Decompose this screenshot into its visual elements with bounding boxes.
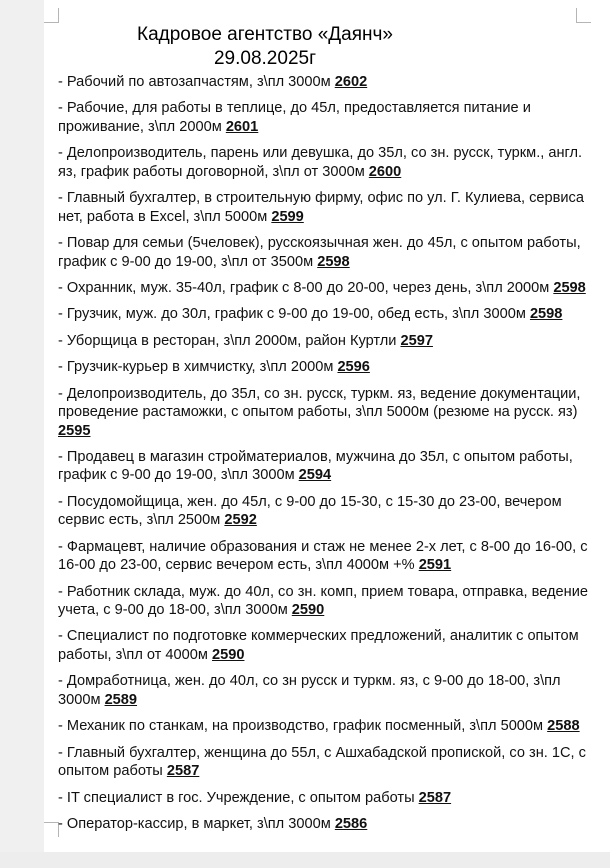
vacancy-text: - Делопроизводитель, парень или девушка, до 35л, со зн. русск, туркм., англ. яз, график работы договорной, з\пл от 3000м (58, 145, 583, 180)
vacancy-text: - Посудомойщица, жен. до 45л, с 9-00 до 15-30, с 15-30 до 23-00, вечером сервис есть, з\пл 2500м (58, 493, 562, 529)
vacancy-number: 2602 (334, 74, 368, 90)
vacancy-number: 2590 (211, 646, 245, 663)
vacancy-number: 2600 (368, 163, 402, 180)
vacancy-text: - Оператор-кассир, в маркет, з\пл 3000м (58, 815, 335, 832)
vacancy-item (58, 144, 588, 181)
vacancy-text: - Работник склада, муж. до 40л, со зн. комп, прием товара, отправка, ведение учета, с 9-00 до 18-00, з\пл 3000м (58, 583, 588, 619)
vacancy-number: 2596 (337, 359, 370, 376)
vacancy-number: 2599 (271, 208, 304, 225)
vacancy-item (58, 73, 588, 92)
vacancy-text: - Главный бухгалтер, женщина до 55л, с Ашхабадской пропиской, со зн. 1С, с опытом работы (58, 744, 586, 780)
vacancy-number: 2586 (334, 815, 368, 832)
margin-mark-bottom-left (44, 822, 59, 837)
vacancy-number: 2587 (418, 789, 452, 806)
vacancy-number: 2598 (317, 253, 350, 270)
vacancy-item (58, 358, 588, 377)
viewer-background (0, 852, 610, 868)
vacancy-item (58, 99, 588, 136)
vacancy-text: - Фармацевт, наличие образования и стаж не менее 2-х лет, с 8-00 до 16-00, с 16-00 до 23-00, сервис вечером есть, з\пл 4000м +% (58, 538, 588, 574)
vacancy-list (58, 73, 588, 841)
vacancy-item (58, 189, 588, 226)
vacancy-text: - Грузчик-курьер в химчистку, з\пл 2000м (58, 359, 338, 376)
vacancy-item (58, 627, 588, 664)
vacancy-text: - Повар для семьи (5человек), русскоязычная жен. до 45л, с опытом работы, график с 9-00 до 19-00, з\пл от 3500м (58, 235, 581, 270)
margin-mark-top-right (576, 8, 591, 23)
margin-mark-top-left (44, 8, 59, 23)
vacancy-number: 2595 (58, 422, 91, 439)
vacancy-item (58, 493, 588, 530)
vacancy-item (58, 332, 588, 351)
vacancy-number: 2592 (224, 512, 257, 529)
vacancy-text: - Рабочий по автозапчастям, з\пл 3000м (58, 74, 335, 90)
vacancy-number: 2587 (166, 763, 200, 780)
vacancy-number: 2594 (298, 467, 332, 484)
vacancy-number: 2598 (553, 279, 586, 296)
vacancy-item (58, 385, 588, 441)
vacancy-item (58, 305, 588, 324)
vacancy-text: - Специалист по подготовке коммерческих предложений, аналитик с опытом работы, з\пл от 4000м (58, 628, 579, 663)
vacancy-text: - IT специалист в гос. Учреждение, с опытом работы (58, 789, 419, 806)
vacancy-number: 2590 (291, 602, 325, 619)
vacancy-number: 2597 (400, 332, 433, 349)
vacancy-item (58, 234, 588, 271)
vacancy-number: 2591 (418, 557, 452, 574)
vacancy-item (58, 583, 588, 620)
vacancy-text: - Продавец в магазин стройматериалов, мужчина до 35л, с опытом работы, график с 9-00 до 19-00, з\пл 3000м (58, 448, 573, 484)
vacancy-item (58, 538, 588, 575)
document-date: 29.08.2025г (213, 48, 317, 69)
vacancy-item (58, 815, 588, 834)
vacancy-text: - Домработница, жен. до 40л, со зн русск и туркм. яз, с 9-00 до 18-00, з\пл 3000м (58, 673, 561, 708)
vacancy-text: - Механик по станкам, на производство, график посменный, з\пл 5000м (58, 718, 548, 735)
vacancy-number: 2588 (547, 718, 580, 735)
vacancy-text: - Грузчик, муж. до 30л, график с 9-00 до 19-00, обед есть, з\пл 3000м (58, 306, 530, 323)
vacancy-number: 2589 (104, 691, 138, 708)
vacancy-item (58, 717, 588, 736)
vacancy-number: 2601 (225, 118, 259, 135)
vacancy-text: - Уборщица в ресторан, з\пл 2000м, район Куртли (58, 332, 401, 349)
vacancy-text: - Главный бухгалтер, в строительную фирму, офис по ул. Г. Кулиева, сервиса нет, работа в Excel, з\пл 5000м (58, 190, 584, 225)
document-title: Кадровое агентство «Даянч» (137, 24, 393, 45)
vacancy-item (58, 448, 588, 485)
vacancy-item (58, 279, 588, 298)
vacancy-text: - Рабочие, для работы в теплице, до 45л, предоставляется питание и проживание, з\пл 2000м (58, 100, 531, 135)
vacancy-item (58, 789, 588, 808)
vacancy-item (58, 744, 588, 781)
vacancy-number: 2598 (529, 306, 563, 323)
vacancy-text: - Охранник, муж. 35-40л, график с 8-00 до 20-00, через день, з\пл 2000м (58, 279, 554, 296)
vacancy-item (58, 672, 588, 709)
vacancy-text: - Делопроизводитель, до 35л, со зн. русск, туркм. яз, ведение документации, проведение растаможки, с опытом работы, з\пл 5000м (резюме на русск. яз) (58, 385, 581, 421)
